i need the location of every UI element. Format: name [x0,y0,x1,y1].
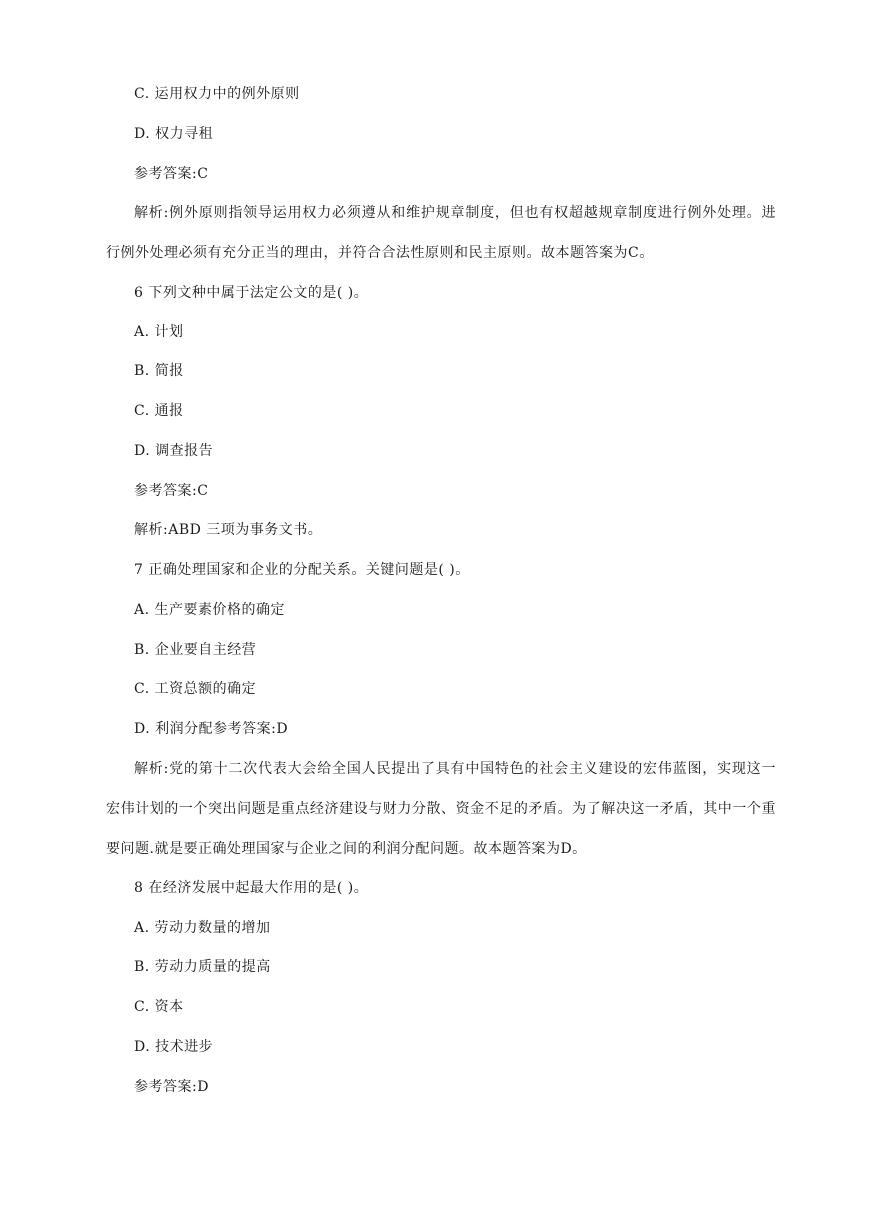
q5-explanation: 解析:例外原则指领导运用权力必须遵从和维护规章制度，但也有权超越规章制度进行例外处理。进行例外处理必须有充分正当的理由，并符合合法性原则和民主原则。故本题答案为C。 [106,205,776,261]
q6-explanation: 解析:ABD 三项为事务文书。 [134,522,323,538]
q7-explanation: 解析:党的第十二次代表大会给全国人民提出了具有中国特色的社会主义建设的宏伟蓝图，实现这一宏伟计划的一个突出问题是重点经济建设与财力分散、资金不足的矛盾。为了解决这一矛盾，其中一个重要问题.就是要正确处理国家与企业之间的利润分配问题。故本题答案为D。 [106,761,776,857]
q5-answer: 参考答案:C [134,166,209,182]
q8-option-c: C. 资本 [134,999,184,1015]
q8-answer: 参考答案:D [134,1079,209,1095]
q6-question: 6 下列文种中属于法定公文的是( )。 [134,285,369,301]
q5-option-c: C. 运用权力中的例外原则 [134,86,300,102]
q7-option-d-answer: D. 利润分配参考答案:D [134,721,289,737]
q5-option-d: D. 权力寻租 [134,126,214,142]
q8-option-b: B. 劳动力质量的提高 [134,959,271,975]
q6-option-c: C. 通报 [134,403,184,419]
q8-option-a: A. 劳动力数量的增加 [134,920,271,936]
q8-option-d: D. 技术进步 [134,1039,214,1055]
q8-question: 8 在经济发展中起最大作用的是( )。 [134,880,369,896]
q6-option-d: D. 调查报告 [134,443,214,459]
q7-option-b: B. 企业要自主经营 [134,642,257,658]
q6-answer: 参考答案:C [134,483,209,499]
q6-option-b: B. 简报 [134,363,184,379]
q6-option-a: A. 计划 [134,324,184,340]
q7-option-c: C. 工资总额的确定 [134,681,257,697]
q7-option-a: A. 生产要素价格的确定 [134,602,286,618]
q7-question: 7 正确处理国家和企业的分配关系。关键问题是( )。 [134,562,470,578]
